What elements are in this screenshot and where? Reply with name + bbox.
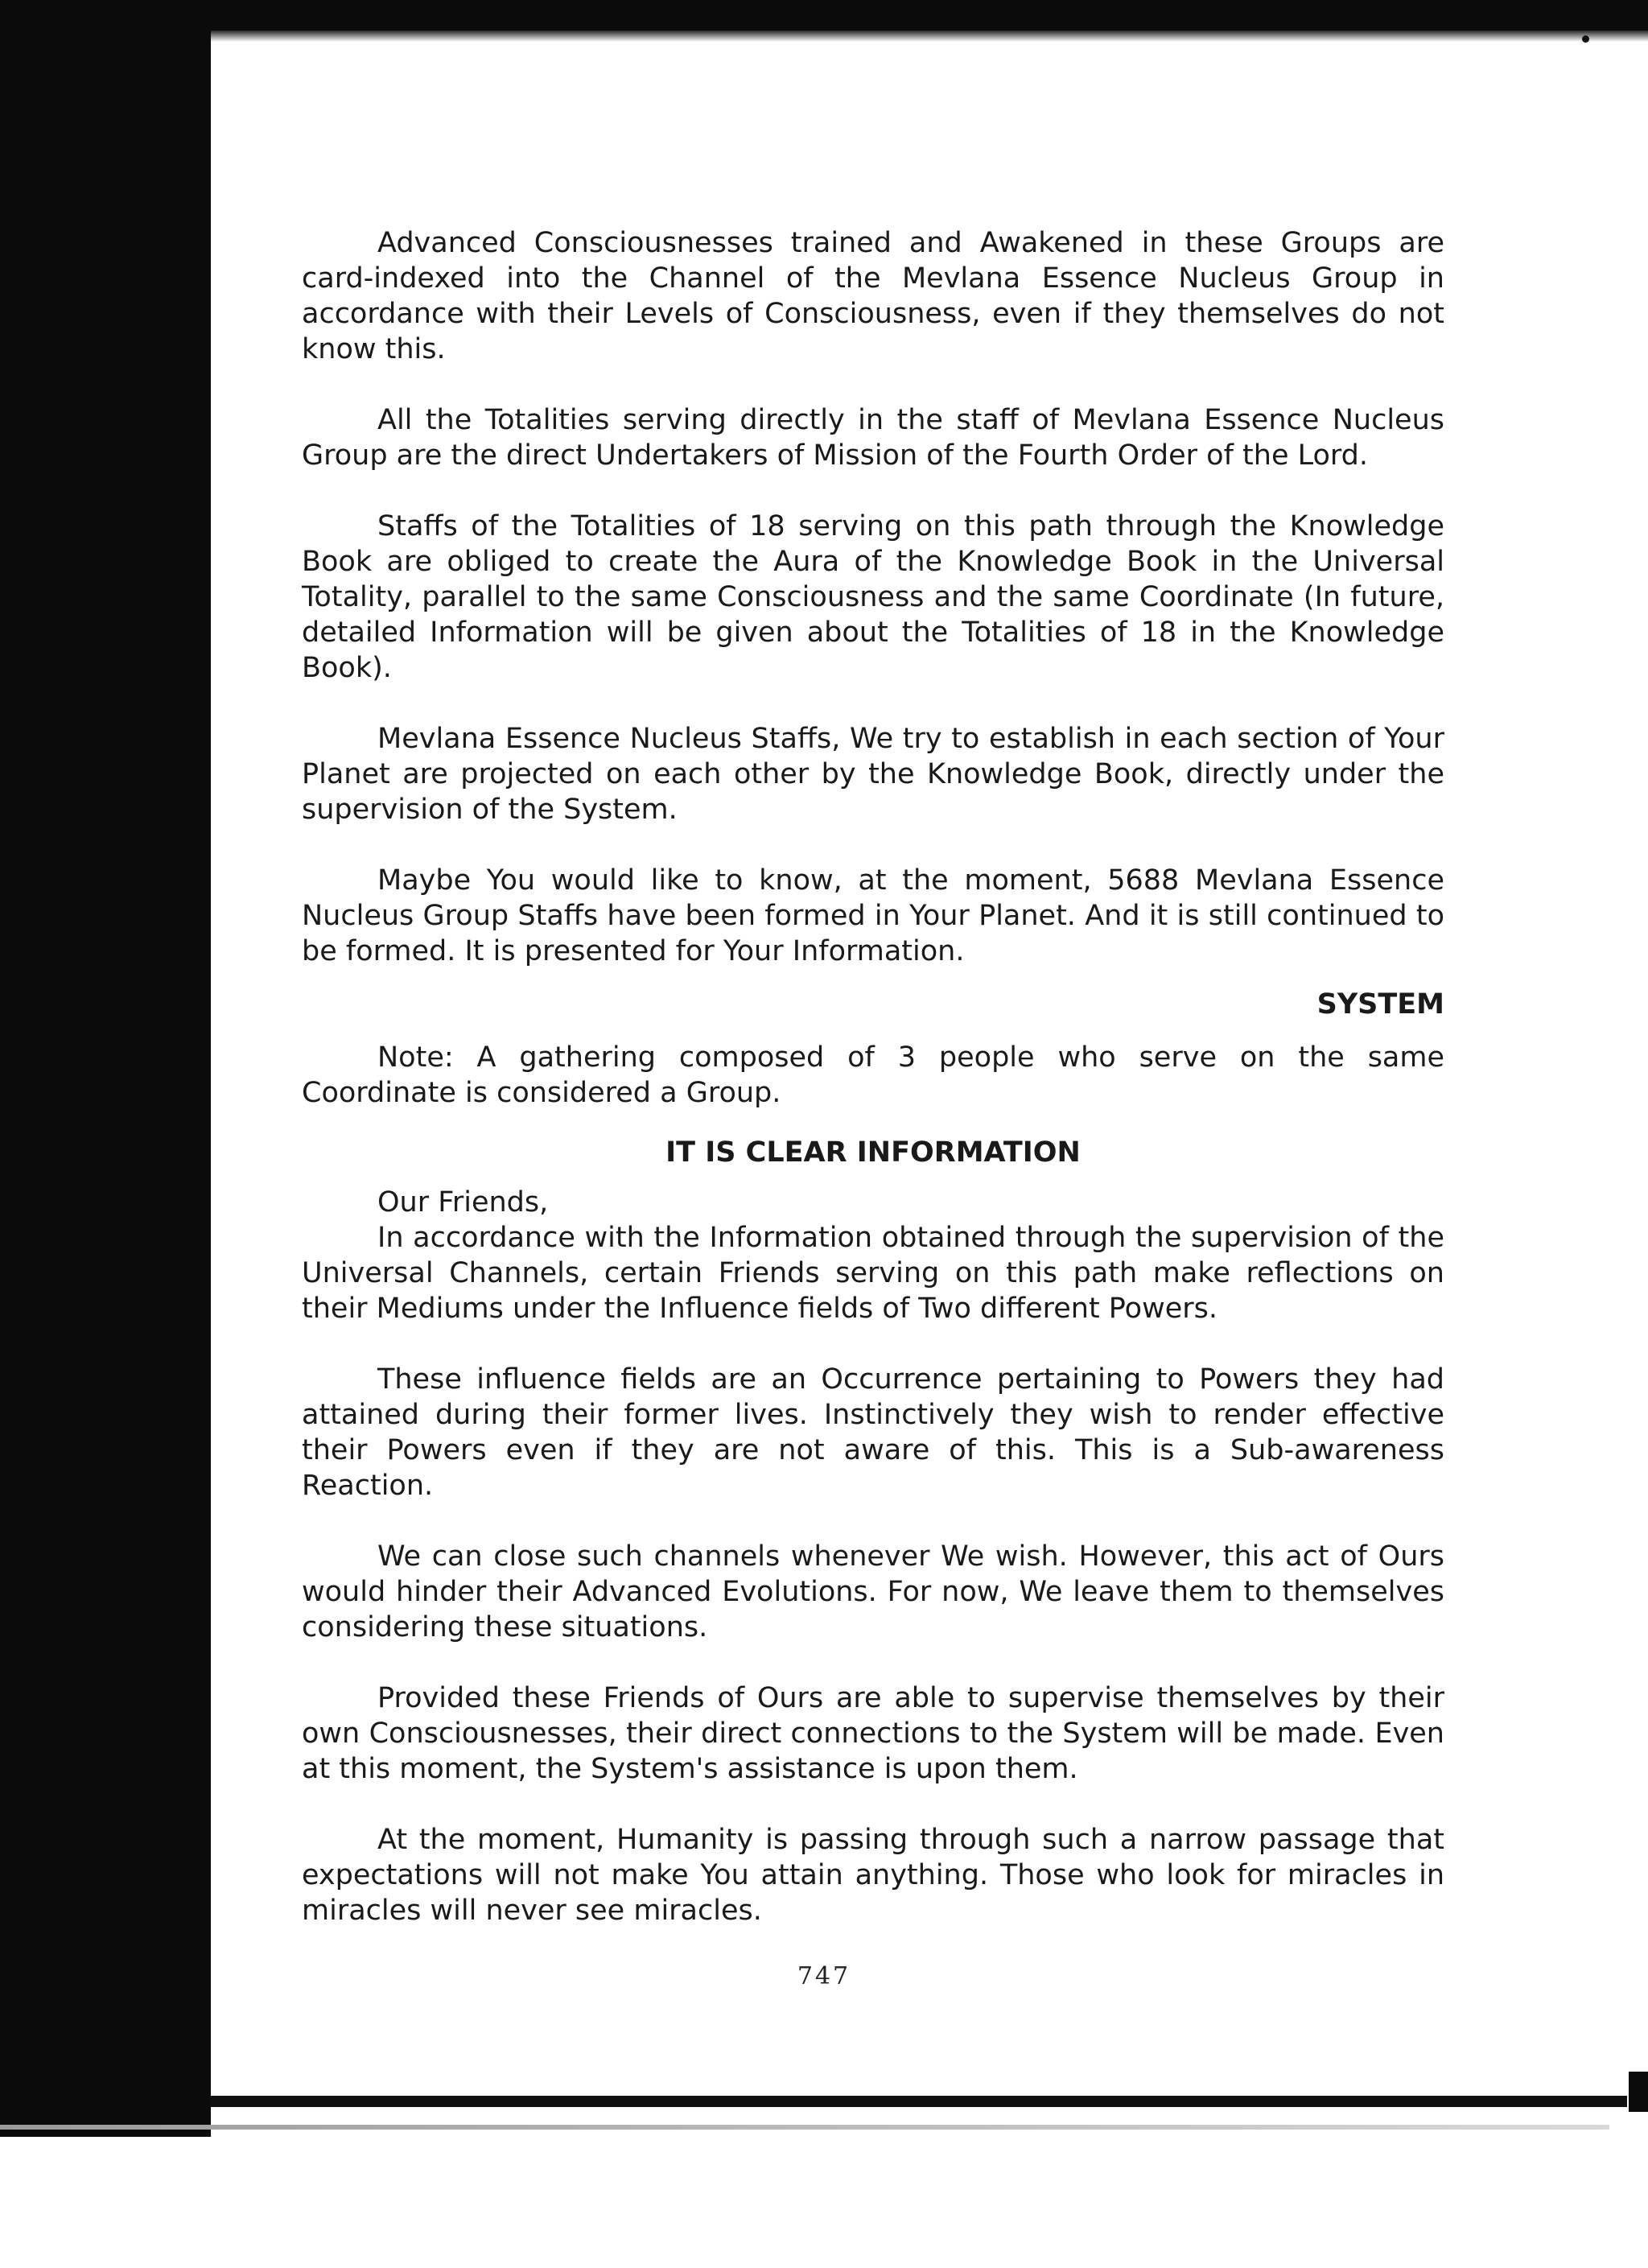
signoff-system: SYSTEM	[1316, 988, 1444, 1021]
scan-border-corner	[1629, 2072, 1648, 2112]
page-body	[302, 225, 1444, 1928]
paragraph: Mevlana Essence Nucleus Staffs, We try to establish in each section of Your Planet are projected on each other by the Knowledge Book, directly under the supervision of the System.	[302, 723, 1444, 826]
page-number: 747	[797, 1962, 851, 1990]
paragraph: Provided these Friends of Ours are able to supervise themselves by their own Consciousnesses, their direct connections to the System will be made. Even at this moment, the System's assistance is upon them.	[302, 1682, 1444, 1785]
paragraph: We can close such channels whenever We wish. However, this act of Ours would hinder their Advanced Evolutions. For now, We leave them to themselves considering these situations.	[302, 1540, 1444, 1643]
paragraph: Staffs of the Totalities of 18 serving on this path through the Knowledge Book are obliged to create the Aura of the Knowledge Book in the Universal Totality, parallel to the same Consciousness and the same Coordinate (In future, detailed Information will be given about the Totalities of 18 in the Knowledge Book).	[302, 510, 1444, 684]
paragraph: In accordance with the Information obtained through the supervision of the Universal Channels, certain Friends serving on this path make reflections on their Mediums under the Influence fields of Two different Powers.	[302, 1222, 1444, 1325]
scan-shadow-bottom	[0, 2125, 1609, 2130]
scan-shadow-top	[211, 31, 1648, 42]
section-heading: IT IS CLEAR INFORMATION	[665, 1136, 1081, 1169]
note-paragraph: Note: A gathering composed of 3 people who serve on the same Coordinate is considered a Group.	[302, 1041, 1444, 1109]
salutation: Our Friends,	[377, 1186, 549, 1219]
scan-speck	[1582, 35, 1589, 43]
paragraph: Maybe You would like to know, at the moment, 5688 Mevlana Essence Nucleus Group Staffs have been formed in Your Planet. And it is still continued to be formed. It is presented for Your Information.	[302, 864, 1444, 967]
paragraph: These influence fields are an Occurrence pertaining to Powers they had attained during their former lives. Instinctively they wish to render effective their Powers even if they are not aware of this. This is a Sub-awareness Reaction.	[302, 1363, 1444, 1502]
paragraph: All the Totalities serving directly in the staff of Mevlana Essence Nucleus Group are the direct Undertakers of Mission of the Fourth Order of the Lord.	[302, 404, 1444, 472]
paragraph: At the moment, Humanity is passing through such a narrow passage that expectations will not make You attain anything. Those who look for miracles in miracles will never see miracles.	[302, 1824, 1444, 1927]
paragraph: Advanced Consciousnesses trained and Awakened in these Groups are card-indexed into the Channel of the Mevlana Essence Nucleus Group in accordance with their Levels of Consciousness, even if they themselves do not know this.	[302, 227, 1444, 365]
scan-border-left	[0, 0, 211, 2137]
scan-border-bottom	[211, 2096, 1627, 2107]
scan-border-top	[0, 0, 1648, 31]
